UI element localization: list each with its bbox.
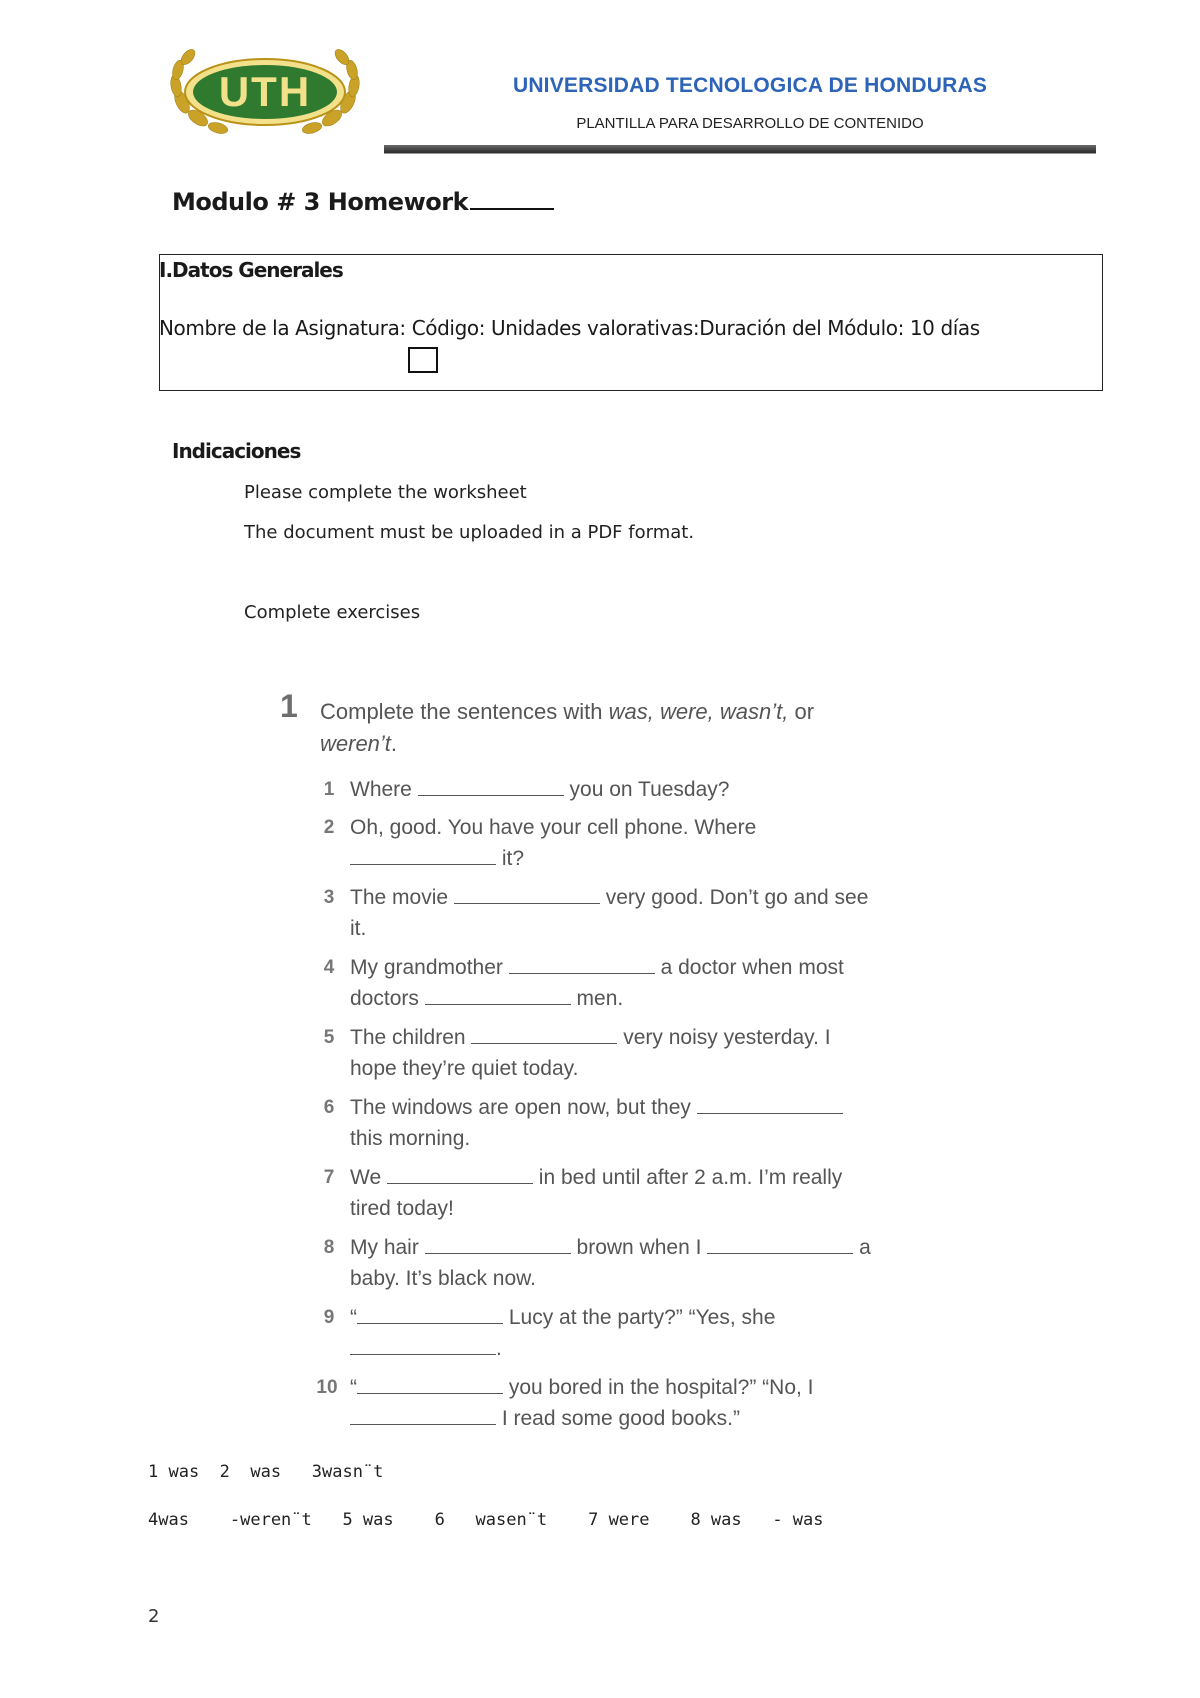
answer-blank[interactable]	[350, 1406, 496, 1425]
item-text: “	[350, 1376, 357, 1399]
item-text: “	[350, 1306, 357, 1329]
item-text: in bed until after 2 a.m. I’m really	[532, 1166, 843, 1189]
item-text: Oh, good. You have your cell phone. Where	[350, 816, 757, 839]
item-text: it.	[350, 917, 367, 940]
instruction-words: was, were, wasn’t,	[608, 699, 789, 724]
answers-line: 4was -weren¨t 5 was 6 wasen¨t 7 were 8 was - was	[148, 1510, 824, 1530]
answer-blank[interactable]	[350, 846, 496, 865]
exercise-number: 1	[280, 688, 298, 724]
exercise-instruction	[320, 696, 920, 760]
item-text: this morning.	[350, 1127, 471, 1150]
item-number: 10	[316, 1377, 338, 1398]
item-number: 3	[323, 887, 335, 908]
item-text: men.	[570, 987, 624, 1010]
header-divider	[384, 145, 1096, 154]
answer-blank[interactable]	[454, 885, 600, 904]
item-text: it?	[496, 847, 525, 870]
item-number: 9	[323, 1307, 335, 1328]
answer-blank[interactable]	[425, 986, 571, 1005]
answer-blank[interactable]	[697, 1095, 843, 1114]
answer-blank[interactable]	[387, 1165, 533, 1184]
exercise-item	[318, 882, 938, 944]
indicacion-line: Complete exercises	[244, 602, 421, 623]
answer-blank[interactable]	[418, 777, 564, 796]
exercise-item	[318, 952, 938, 1014]
answer-blank[interactable]	[707, 1235, 853, 1254]
datos-heading: I.Datos Generales	[159, 258, 343, 282]
item-text: very noisy yesterday. I	[617, 1026, 831, 1049]
item-text: brown when I	[570, 1236, 708, 1259]
page-number: 2	[148, 1606, 160, 1627]
item-number: 8	[323, 1237, 335, 1258]
instruction-text: Complete the sentences with	[320, 699, 609, 724]
template-subtitle: PLANTILLA PARA DESARROLLO DE CONTENIDO	[576, 115, 924, 132]
answer-blank[interactable]	[357, 1305, 503, 1324]
item-number: 2	[323, 817, 335, 838]
item-text: you on Tuesday?	[563, 778, 730, 801]
item-text: baby. It’s black now.	[350, 1267, 536, 1290]
answer-blank[interactable]	[357, 1375, 503, 1394]
exercise-item	[318, 1302, 938, 1364]
item-text: a	[853, 1236, 871, 1259]
instruction-or: or	[788, 699, 815, 724]
answer-blank[interactable]	[425, 1235, 571, 1254]
checkbox[interactable]	[408, 347, 438, 373]
item-text: The windows are open now, but they	[350, 1096, 697, 1119]
item-text: The movie	[350, 886, 454, 909]
exercise-item	[318, 1022, 938, 1084]
datos-line: Nombre de la Asignatura: Código: Unidades valorativas:Duración del Módulo: 10 días	[159, 316, 980, 340]
answer-blank[interactable]	[509, 955, 655, 974]
item-number: 4	[323, 957, 335, 978]
item-text: hope they’re quiet today.	[350, 1057, 579, 1080]
indicaciones-heading: Indicaciones	[172, 439, 301, 463]
logo-text: UTH	[218, 68, 312, 115]
exercise-item	[318, 1372, 938, 1434]
item-text: My grandmother	[350, 956, 509, 979]
item-text: I read some good books.”	[496, 1407, 740, 1430]
instruction-last: weren’t	[320, 731, 391, 756]
indicacion-line: The document must be uploaded in a PDF format.	[244, 522, 695, 543]
indicacion-line: Please complete the worksheet	[244, 482, 527, 503]
page-title	[172, 186, 554, 216]
page-title-text: Modulo # 3 Homework	[172, 188, 469, 216]
item-text: a doctor when most	[654, 956, 844, 979]
answer-blank[interactable]	[471, 1025, 617, 1044]
item-text: The children	[350, 1026, 472, 1049]
item-text: .	[496, 1337, 502, 1360]
exercise-item	[318, 1092, 938, 1154]
university-name: UNIVERSIDAD TECNOLOGICA DE HONDURAS	[512, 74, 988, 97]
item-text: Lucy at the party?” “Yes, she	[503, 1306, 776, 1329]
item-text: very good. Don’t go and see	[599, 886, 869, 909]
item-text: Where	[350, 778, 418, 801]
item-number: 7	[323, 1167, 335, 1188]
item-text: you bored in the hospital?” “No, I	[503, 1376, 814, 1399]
exercise-item	[318, 774, 938, 805]
item-text: tired today!	[350, 1197, 454, 1220]
exercise-item	[318, 1162, 938, 1224]
answers-line: 1 was 2 was 3wasn¨t	[148, 1462, 384, 1482]
instruction-end: .	[390, 731, 398, 756]
item-text: doctors	[350, 987, 425, 1010]
uth-logo	[160, 42, 370, 142]
item-text: My hair	[350, 1236, 425, 1259]
item-number: 1	[323, 779, 335, 800]
exercise-item	[318, 1232, 938, 1294]
item-number: 5	[323, 1027, 335, 1048]
title-blank-line	[470, 186, 554, 210]
answer-blank[interactable]	[350, 1336, 496, 1355]
exercise-item	[318, 812, 938, 874]
item-number: 6	[323, 1097, 335, 1118]
item-text: We	[350, 1166, 387, 1189]
